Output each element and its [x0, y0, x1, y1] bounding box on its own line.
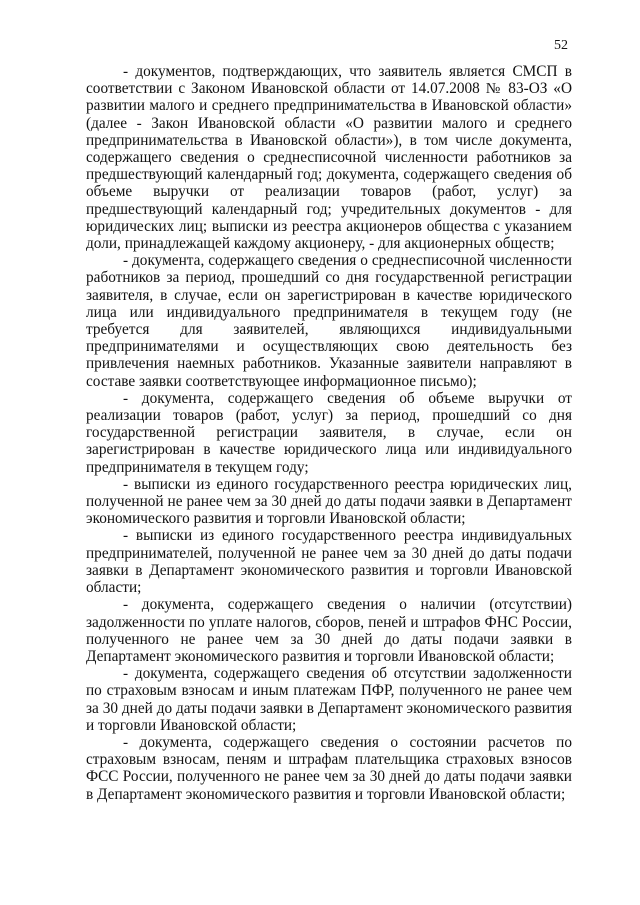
paragraph-egrul-extract: - выписки из единого государственного реестра юридических лиц, полученной не ранее чем за 30 дней до даты подачи заявки в Департамент экономического развития и торговли Ивановской области; [86, 475, 572, 528]
paragraph-egrip-extract: - выписки из единого государственного реестра индивидуальных предпринимателей, полученной не ранее чем за 30 дней до даты подачи заявки в Департамент экономического развития и торговли Ивановской области; [86, 527, 572, 597]
paragraph-fns-debt-certificate: - документа, содержащего сведения о наличии (отсутствии) задолженности по уплате налогов, сборов, пеней и штрафов ФНС России, полученного не ранее чем за 30 дней до даты подачи заявки в Департамент экономического развития и торговли Ивановской области; [86, 596, 572, 665]
paragraph-fss-settlement-certificate: - документа, содержащего сведения о состоянии расчетов по страховым взносам, пеням и штрафам плательщика страховых взносов ФСС России, полученного не ранее чем за 30 дней до даты подачи заявки в Департамент экономического развития и торговли Ивановской области; [86, 733, 572, 803]
paragraph-pfr-debt-certificate: - документа, содержащего сведения об отсутствии задолженности по страховым взносам и иным платежам ПФР, полученного не ранее чем за 30 дней до даты подачи заявки в Департамент экономического развития и торговли Ивановской области; [86, 665, 572, 734]
paragraph-headcount-current-period: - документа, содержащего сведения о среднесписочной численности работников за период, прошедший со дня государственной регистрации заявителя, в случае, если он зарегистрирован в качестве юридического лица или индивидуального предпринимателя в текущем году (не требуется для заявителей, являющихся индивидуальными предпринимателями и осуществляющих свою деятельность без привлечения наемных работников. Указанные заявители направляют в составе заявки соответствующее информационное письмо); [86, 252, 572, 390]
page-number: 52 [554, 38, 568, 53]
document-body [86, 63, 572, 803]
paragraph-smsp-documents: - документов, подтверждающих, что заявитель является СМСП в соответствии с Законом Ивановской области от 14.07.2008 № 83-ОЗ «О развитии малого и среднего предпринимательства в Ивановской области» (далее - Закон Ивановской области «О развитии малого и среднего предпринимательства в Ивановской области»), в том числе документа, содержащего сведения о среднесписочной численности работников за предшествующий календарный год; документа, содержащего сведения об объеме выручки от реализации товаров (работ, услуг) за предшествующий календарный год; учредительных документов - для юридических лиц; выписки из реестра акционеров общества с указанием доли, принадлежащей каждому акционеру, - для акционерных обществ; [86, 63, 572, 253]
paragraph-revenue-current-period: - документа, содержащего сведения об объеме выручки от реализации товаров (работ, услуг) за период, прошедший со дня государственной регистрации заявителя, в случае, если он зарегистрирован в качестве юридического лица или индивидуального предпринимателя в текущем году; [86, 389, 572, 476]
